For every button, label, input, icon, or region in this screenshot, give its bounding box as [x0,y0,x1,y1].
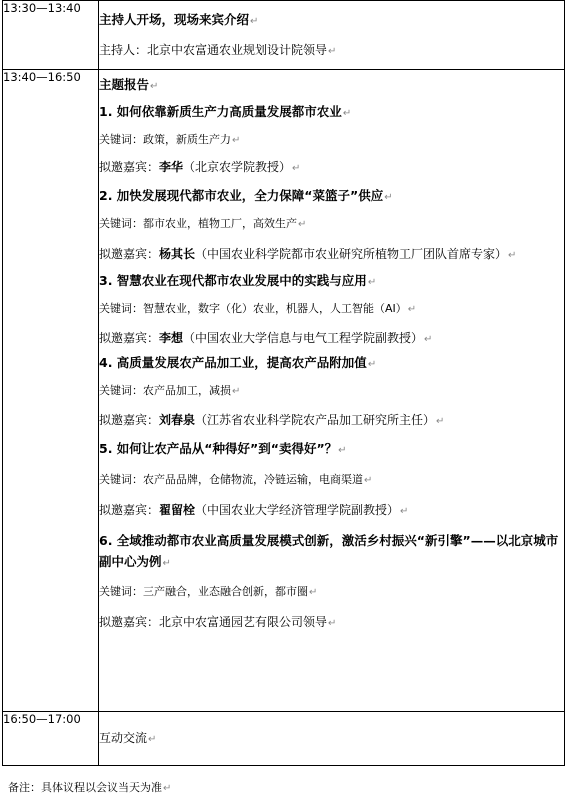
content-cell [99,712,565,766]
agenda-table [2,0,565,766]
topic-guest: 拟邀嘉宾：刘春泉（江苏省农业科学院农产品加工研究所主任）↵ [99,413,445,427]
topic-title: 2. 加快发展现代都市农业，全力保障“菜篮子”供应↵ [99,188,393,203]
topic-keywords: 关键词：政策，新质生产力↵ [99,133,241,146]
topic-title: 6. 全域推动都市农业高质量发展模式创新，激活乡村振兴“新引擎”——以北京城市副中心为例↵ [99,533,559,569]
agenda-row-reports [3,70,565,712]
topic-title: 3. 智慧农业在现代都市农业发展中的实践与应用↵ [99,273,377,288]
topic-guest: 拟邀嘉宾：翟留栓（中国农业大学经济管理学院副教授）↵ [99,503,409,517]
content-cell [99,1,565,70]
host-line: 主持人：北京中农富通农业规划设计院领导↵ [99,43,337,57]
paragraph-mark: ↵ [250,16,259,27]
footnote: 备注：具体议程以会议当天为准↵ [8,781,172,794]
topic-guest: 拟邀嘉宾：杨其长（中国农业科学院都市农业研究所植物工厂团队首席专家）↵ [99,247,517,261]
topic-keywords: 关键词：都市农业，植物工厂，高效生产↵ [99,217,307,230]
topic-title: 1. 如何依靠新质生产力高质量发展都市农业↵ [99,104,352,119]
time-cell: 13:30—13:40 [3,1,99,70]
topic-title: 5. 如何让农产品从“种得好”到“卖得好”？↵ [99,441,347,456]
topic-keywords: 关键词：农产品加工，减损↵ [99,384,241,397]
time-cell: 13:40—16:50 [3,70,99,712]
section-heading: 主题报告↵ [99,77,159,92]
topic-guest: 拟邀嘉宾：北京中农富通园艺有限公司领导↵ [99,615,337,629]
time-cell: 16:50—17:00 [3,712,99,766]
topic-guest: 拟邀嘉宾：李想（中国农业大学信息与电气工程学院副教授）↵ [99,331,433,345]
session-title: 互动交流↵ [99,730,157,745]
topic-keywords: 关键词：三产融合，业态融合创新，都市圈↵ [99,585,318,598]
agenda-row-opening [3,1,565,70]
topic-keywords: 关键词：智慧农业，数字（化）农业，机器人，人工智能（AI）↵ [99,302,417,315]
topic-keywords: 关键词：农产品品牌，仓储物流，冷链运输，电商渠道↵ [99,473,373,486]
topic-guest: 拟邀嘉宾：李华（北京农学院教授）↵ [99,160,301,174]
content-cell [99,70,565,712]
agenda-row-interaction [3,712,565,766]
topic-title: 4. 高质量发展农产品加工业，提高农产品附加值↵ [99,355,377,370]
session-title: 主持人开场，现场来宾介绍↵ [99,12,259,27]
